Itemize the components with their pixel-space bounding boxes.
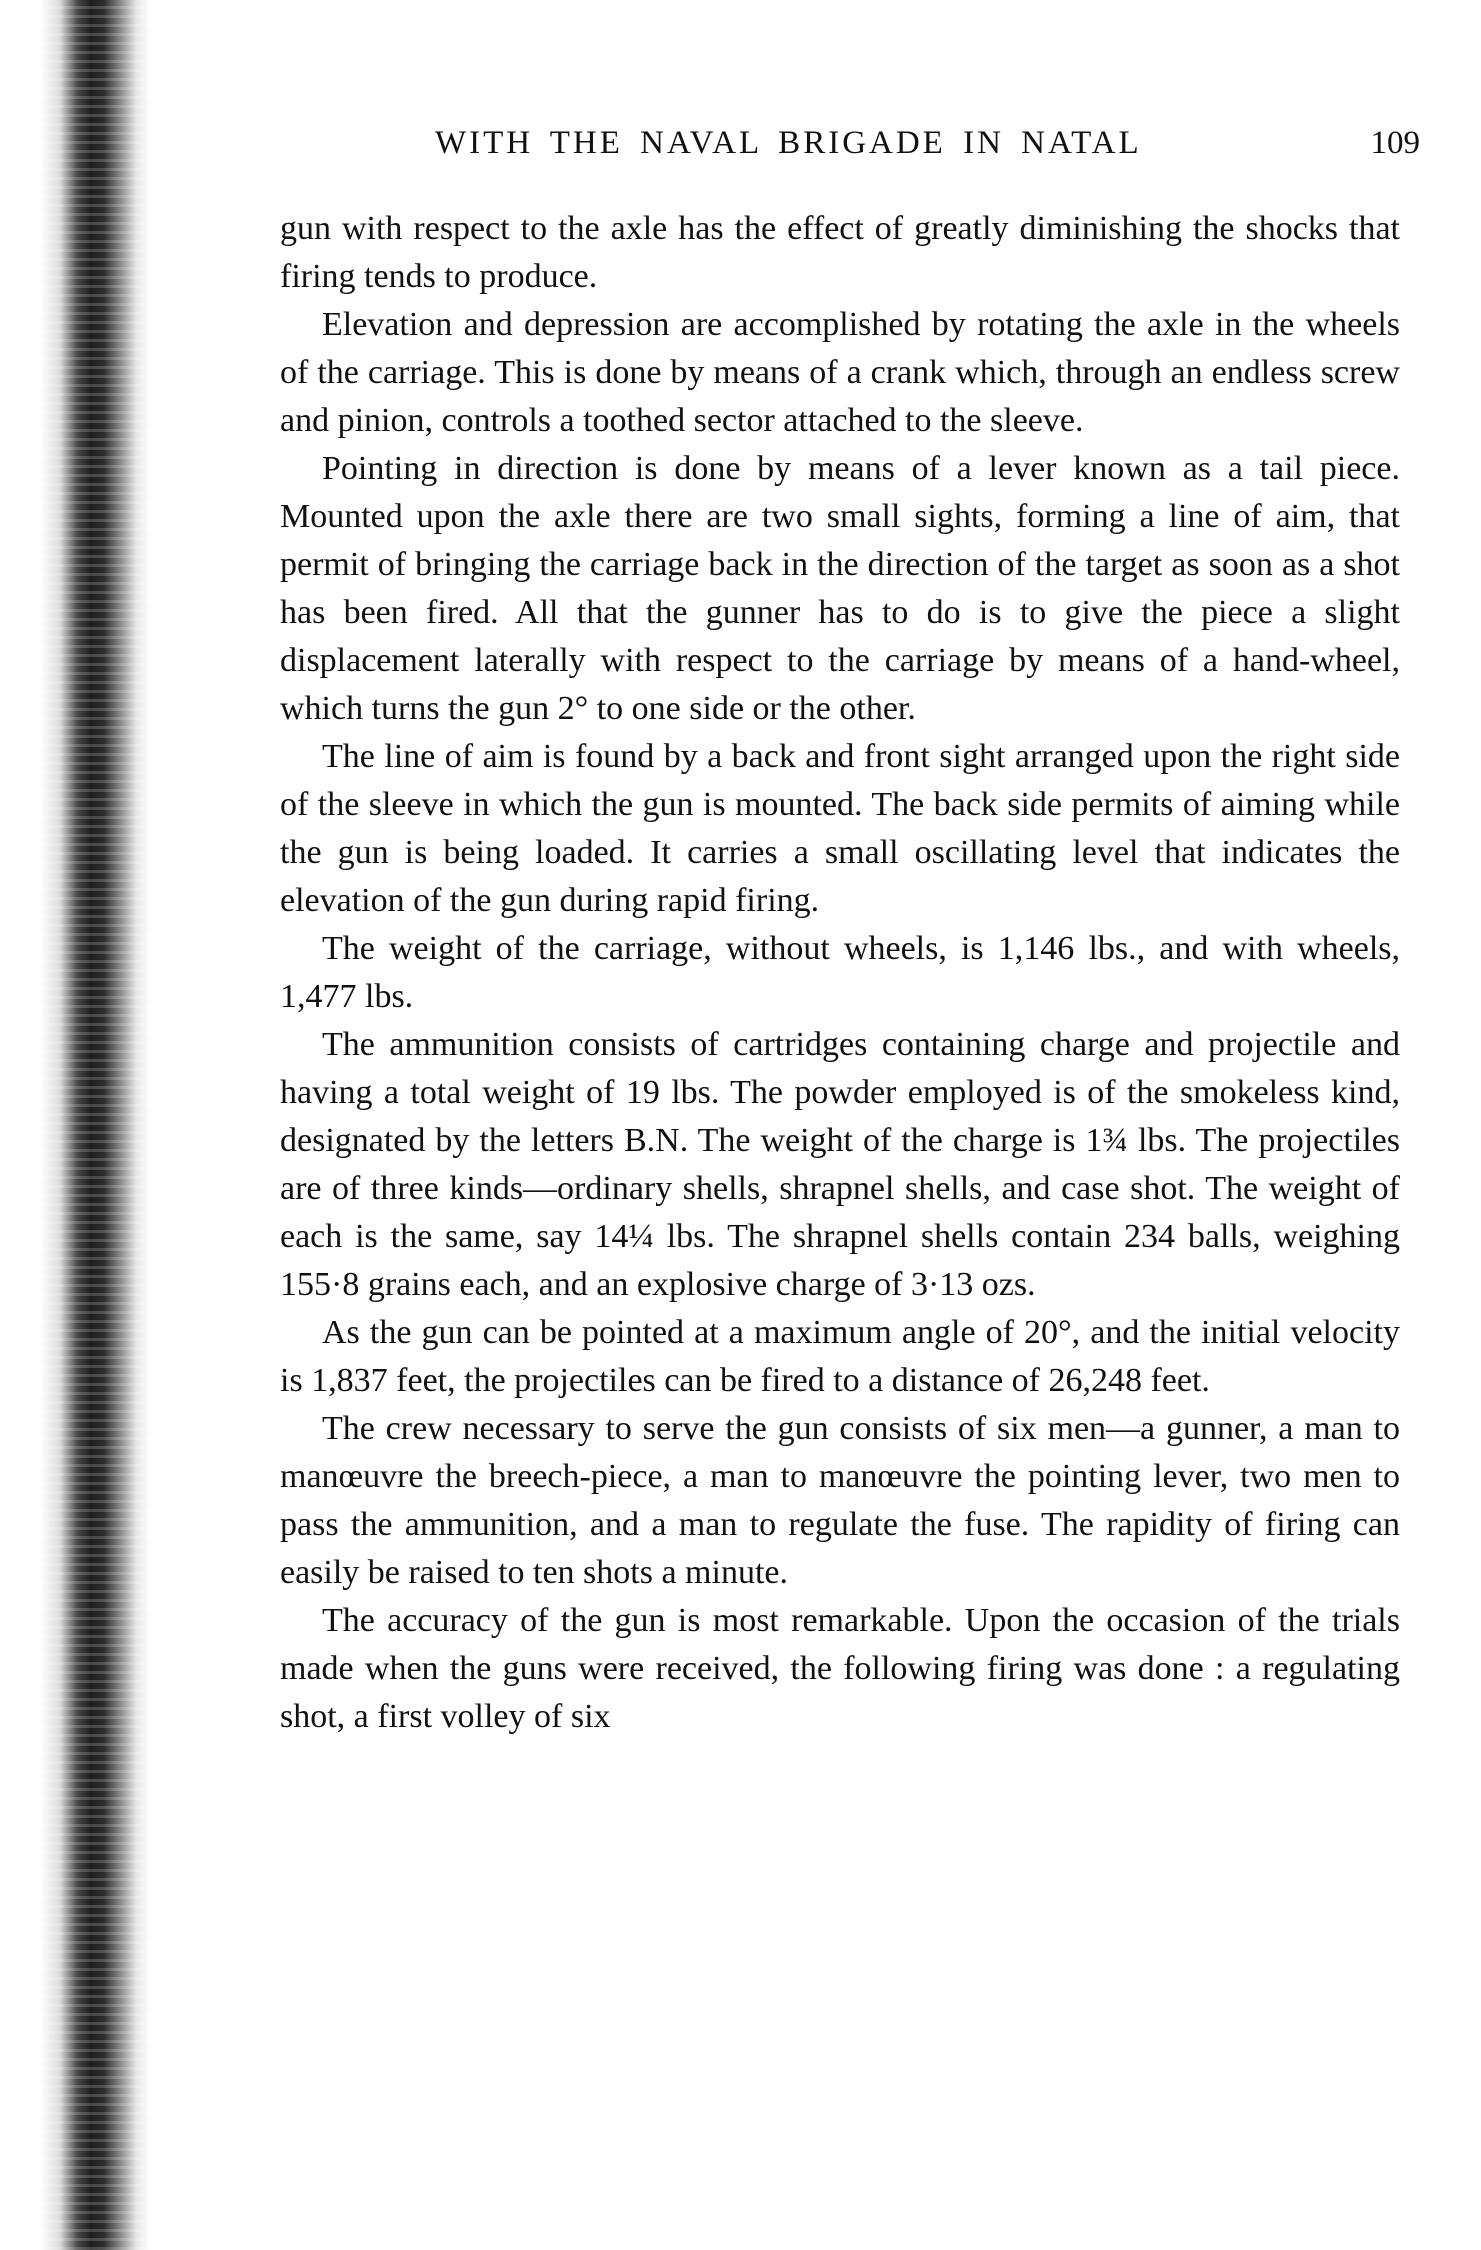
paragraph: The crew necessary to serve the gun consists of six men—a gunner, a man to manœuvre the breech-piece, a man to manœuvre the pointing lever, two men to pass the ammunition, and a man to regulate the fuse. The rapidity of firing can easily be raised to ten shots a minute.	[280, 1410, 1400, 1591]
paragraph: Pointing in direction is done by means of a lever known as a tail piece. Mounted upon the axle there are two small sights, forming a line of aim, that permit of bringing the carriage back in the direction of the target as soon as a shot has been fired. All that the gunner has to do is to give the piece a slight displacement laterally with respect to the carriage by means of a hand-wheel, which turns the gun 2° to one side or the other.	[280, 450, 1400, 727]
paragraph: The line of aim is found by a back and front sight arranged upon the right side of the sleeve in which the gun is mounted. The back side permits of aiming while the gun is being loaded. It carries a small oscillating level that indicates the elevation of the gun during rapid firing.	[280, 738, 1400, 919]
page-number: 109	[1370, 125, 1420, 161]
book-binding-shadow	[40, 0, 150, 2250]
paragraph: The accuracy of the gun is most remarkable. Upon the occasion of the trials made when the guns were received, the following firing was done : a regulating shot, a first volley of six	[280, 1602, 1400, 1735]
text-body	[280, 205, 1400, 1741]
page-header	[280, 125, 1420, 185]
running-head: WITH THE NAVAL BRIGADE IN NATAL	[435, 125, 1142, 161]
paragraph: The weight of the carriage, without wheels, is 1,146 lbs., and with wheels, 1,477 lbs.	[280, 930, 1400, 1015]
paragraph: The ammunition consists of cartridges containing charge and projectile and having a total weight of 19 lbs. The powder employed is of the smokeless kind, designated by the letters B.N. The weight of the charge is 1¾ lbs. The projectiles are of three kinds—ordinary shells, shrapnel shells, and case shot. The weight of each is the same, say 14¼ lbs. The shrapnel shells contain 234 balls, weighing 155·8 grains each, and an explosive charge of 3·13 ozs.	[280, 1026, 1400, 1303]
paragraph: gun with respect to the axle has the effect of greatly diminishing the shocks that firing tends to produce.	[280, 210, 1400, 295]
paragraph: Elevation and depression are accomplished by rotating the axle in the wheels of the carriage. This is done by means of a crank which, through an endless screw and pinion, controls a toothed sector attached to the sleeve.	[280, 306, 1400, 439]
paragraph: As the gun can be pointed at a maximum angle of 20°, and the initial velocity is 1,837 feet, the projectiles can be fired to a distance of 26,248 feet.	[280, 1314, 1400, 1399]
